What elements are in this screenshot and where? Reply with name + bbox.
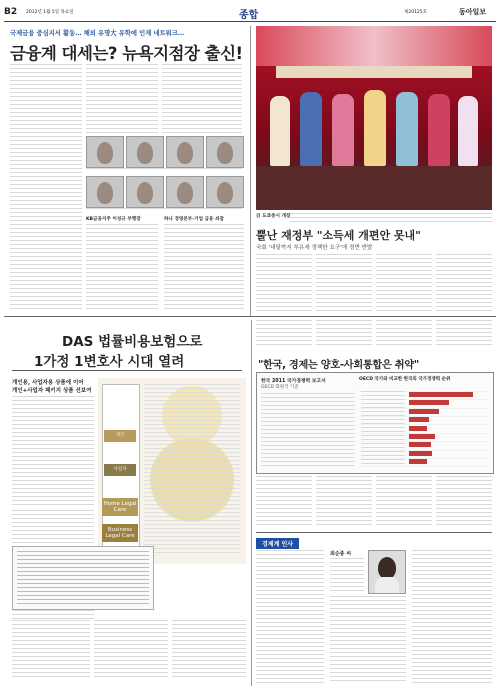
- portrait-photo: [126, 176, 164, 208]
- diagram-home-legal-care: Home Legal Care: [102, 498, 138, 516]
- column-body-1: [256, 550, 324, 684]
- sub-article-body-1: [256, 254, 312, 312]
- sub-article-body-4: [436, 254, 492, 312]
- right-body-2: [316, 476, 372, 528]
- portrait-photo: [166, 136, 204, 168]
- competitiveness-box: [256, 372, 494, 474]
- column-body-3: [330, 596, 406, 684]
- sub-article-kicker: 국회 '내달까지 부유세 정책한 요구'에 정면 반발: [256, 245, 373, 251]
- das-diagram: [98, 378, 246, 564]
- das-ad: [4, 320, 250, 686]
- right-body-3: [376, 476, 432, 528]
- right-body-4: [436, 476, 492, 528]
- portrait-photo: [206, 136, 244, 168]
- top-article-kicker: 국제금융 중심지서 활동… 해외 유명大 유학에 인재 네트워크…: [10, 30, 185, 37]
- diagram-label-personal: 개인: [104, 430, 136, 442]
- headline-rule: [12, 370, 242, 371]
- das-headline-2: 1가정 1변호사 시대 열려: [34, 354, 185, 370]
- portrait-grid: [86, 136, 246, 212]
- top-article-body-col1: [10, 64, 82, 312]
- rank-bar: [409, 392, 473, 397]
- diagram-list: [144, 384, 240, 554]
- das-body-col1: [12, 396, 94, 506]
- vertical-divider-2: [251, 320, 252, 686]
- right-top-body-2: [316, 320, 372, 346]
- column-author: 최순종 씨: [330, 551, 352, 557]
- rank-bar: [409, 442, 431, 447]
- portrait-photo: [166, 176, 204, 208]
- right-top-body-4: [436, 320, 492, 346]
- column-title: 경제계 인사: [256, 538, 299, 549]
- das-lead-2: 개인+사업자 패키지 상품 선보여: [12, 388, 92, 394]
- paper-name: 동아일보: [459, 8, 487, 16]
- rank-bar: [409, 426, 427, 431]
- top-article-body-col2b: [86, 224, 158, 312]
- rank-bar: [409, 409, 439, 414]
- portrait-photo: [86, 136, 124, 168]
- das-body-bottom-2: [94, 620, 168, 680]
- portrait-photo: [206, 176, 244, 208]
- rank-bar: [409, 451, 432, 456]
- top-article-body-col3b: [164, 224, 244, 312]
- portrait-captions: [86, 168, 242, 172]
- rank-bar: [409, 434, 435, 439]
- das-body-bottom-3: [172, 620, 246, 680]
- photo-caption: [290, 213, 492, 224]
- issue-number: 제20125호: [404, 10, 428, 15]
- column-body-2: [330, 558, 364, 592]
- column-rule: [256, 532, 492, 533]
- sub-article-headline: 뿔난 재정부 "소득세 개편안 못내": [256, 229, 421, 242]
- box-left-title: 한국 2011 국가경쟁력 보고서: [261, 379, 326, 384]
- diagram-label-business: 사업자: [104, 464, 136, 476]
- portrait-photo: [126, 136, 164, 168]
- box-right-title: OECD 국가와 비교한 한국의 국가경쟁력 순위: [359, 377, 451, 382]
- right-top-body-3: [376, 320, 432, 346]
- sub-article-body-3: [376, 254, 432, 312]
- column-box: [256, 536, 492, 686]
- photo-caption-title: 日 도쿄증시 개장: [256, 214, 291, 219]
- mid-rule: [4, 316, 496, 317]
- page-header: [4, 6, 496, 20]
- subhead-1: KB금융지주 이성규 부행장: [86, 217, 141, 222]
- column-body-4: [412, 550, 492, 684]
- box-left: [261, 377, 355, 469]
- right-top-body-1: [256, 320, 312, 346]
- author-photo: [368, 550, 406, 594]
- header-rule: [4, 21, 496, 22]
- page-number: B2: [4, 7, 18, 17]
- kimono-photo: [256, 26, 492, 210]
- rank-bar: [409, 459, 427, 464]
- issue-date: 2012년 1월 5일 목요일: [26, 10, 74, 15]
- rank-list: [359, 391, 489, 467]
- das-headline-1: DAS 법률비용보험으로: [62, 334, 203, 350]
- portrait-photo: [86, 176, 124, 208]
- portrait-captions: [86, 208, 242, 212]
- box-right: [359, 377, 489, 469]
- rank-bar: [409, 400, 449, 405]
- right-article-headline: "한국, 경제는 양호-사회통합은 취약": [258, 360, 419, 371]
- right-body-1: [256, 476, 312, 528]
- box-left-subtitle: OECD 회원국 기준: [261, 385, 299, 390]
- rank-bar: [409, 417, 429, 422]
- das-lead-1: 개인용, 사업자용 상품에 이어: [12, 380, 84, 386]
- sub-article-body-2: [316, 254, 372, 312]
- top-article-headline: 금융계 대세는? 뉴욕지점장 출신!: [10, 44, 243, 63]
- section-name: 종합: [239, 10, 259, 21]
- vertical-divider: [250, 26, 251, 316]
- diagram-business-legal-care: Business Legal Care: [102, 524, 138, 542]
- top-article-body-col2: [86, 64, 158, 134]
- das-table: [12, 546, 154, 610]
- top-article-body-col3: [162, 64, 242, 134]
- das-body-bottom-1: [12, 620, 90, 680]
- subhead-2: 하나 경영본부-기업 금융 쇠잡: [164, 217, 224, 222]
